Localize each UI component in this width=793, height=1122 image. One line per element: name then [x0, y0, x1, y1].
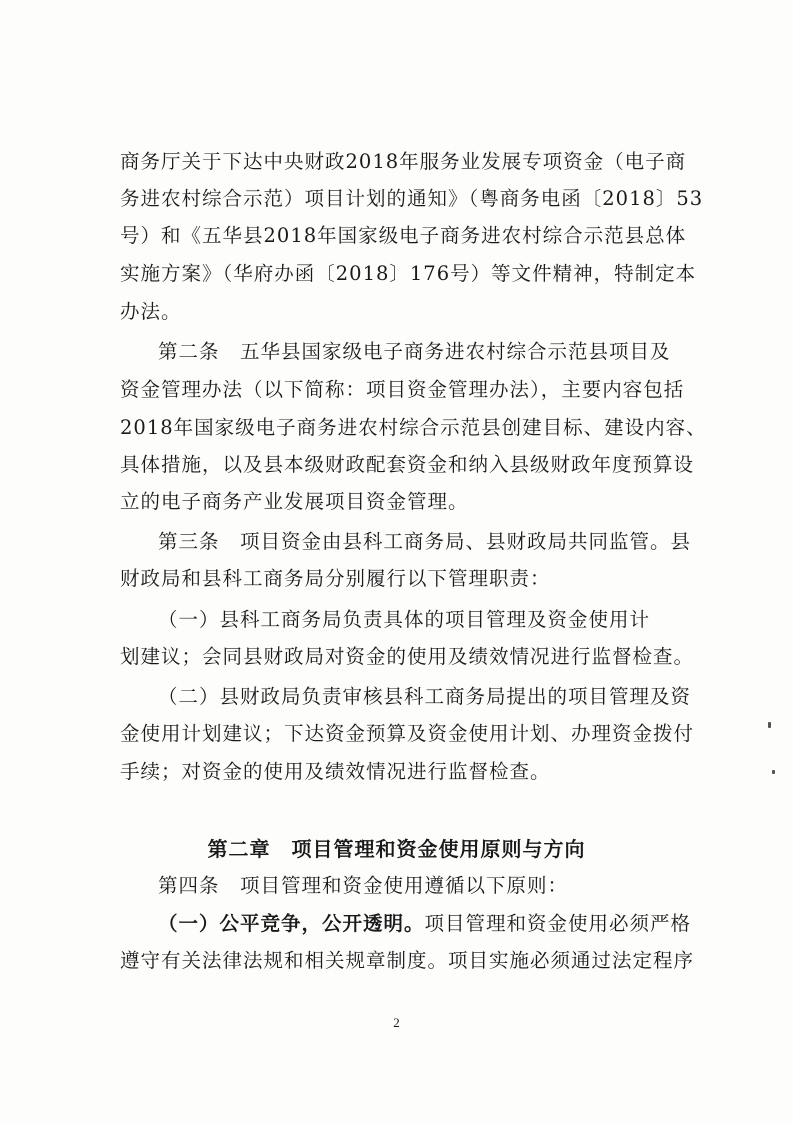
principle-one-line	[158, 912, 691, 936]
duty-two-line: （二）县财政局负责审核县科工商务局提出的项目管理及资	[158, 685, 692, 708]
text-line: 务进农村综合示范）项目计划的通知》（粤商务电函〔2018〕53	[120, 187, 704, 210]
text-line: 办法。	[120, 300, 182, 323]
chapter-heading: 第二章 项目管理和资金使用原则与方向	[207, 837, 586, 861]
text-line: 立的电子商务产业发展项目资金管理。	[120, 490, 469, 513]
text-line: 具体措施，以及县本级财政配套资金和纳入县级财政年度预算设	[120, 453, 695, 476]
scan-speck	[772, 770, 775, 774]
text-line: 2018年国家级电子商务进农村综合示范县创建目标、建设内容、	[120, 416, 707, 439]
scan-speck	[768, 722, 771, 728]
article-two-line: 第二条 五华县国家级电子商务进农村综合示范县项目及	[158, 340, 671, 363]
text-line: 遵守有关法律法规和相关规章制度。项目实施必须通过法定程序	[120, 949, 695, 972]
text-line: 金使用计划建议；下达资金预算及资金使用计划、办理资金拨付	[120, 722, 695, 745]
article-three-line: 第三条 项目资金由县科工商务局、县财政局共同监管。县	[158, 530, 692, 553]
text-line: 号）和《五华县2018年国家级电子商务进农村综合示范县总体	[120, 224, 687, 247]
principle-lead: （一）公平竞争，公开透明。	[158, 912, 425, 935]
text-line: 资金管理办法（以下简称：项目资金管理办法），主要内容包括	[120, 378, 685, 401]
article-four-line: 第四条 项目管理和资金使用遵循以下原则：	[158, 874, 569, 897]
duty-one-line: （一）县科工商务局负责具体的项目管理及资金使用计	[158, 608, 651, 631]
principle-rest: 项目管理和资金使用必须严格	[424, 912, 692, 935]
text-line: 划建议；会同县财政局对资金的使用及绩效情况进行监督检查。	[120, 645, 695, 668]
text-line: 实施方案》（华府办函〔2018〕176号）等文件精神，特制定本	[120, 262, 697, 285]
page-number: 2	[393, 1015, 400, 1030]
text-line: 财政局和县科工商务局分别履行以下管理职责：	[120, 567, 551, 590]
text-line: 手续；对资金的使用及绩效情况进行监督检查。	[120, 760, 551, 783]
text-line: 商务厅关于下达中央财政2018年服务业发展专项资金（电子商	[120, 150, 687, 173]
